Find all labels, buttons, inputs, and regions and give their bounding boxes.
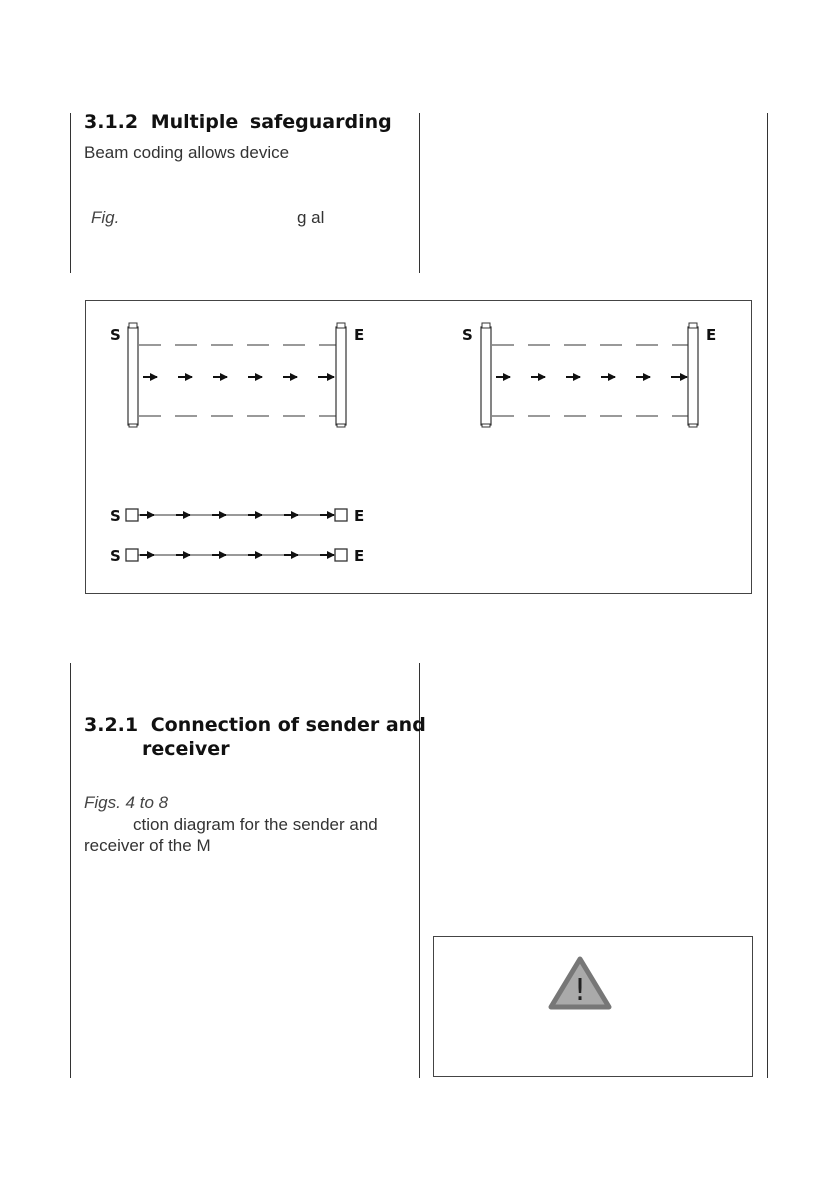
receiver-label: E (354, 547, 365, 565)
sender-column-cap-bottom (129, 424, 137, 427)
section-heading-3-1-2 (84, 111, 392, 133)
figure-reference: Fig. (91, 208, 120, 227)
paragraph-line: Beam coding allows device (84, 143, 290, 162)
paragraph-line: receiver of the M (84, 836, 211, 855)
section-number: 3.1.2 (84, 111, 139, 133)
sender-label: S (462, 326, 473, 344)
light-curtain-pair-right (462, 323, 716, 427)
right-column-rule (767, 113, 768, 1078)
receiver-block (335, 509, 347, 521)
warning-box (433, 936, 753, 1077)
section-heading-3-2-1 (84, 714, 426, 736)
warning-triangle-icon (434, 937, 754, 1078)
section-number: 3.2.1 (84, 714, 139, 736)
receiver-block (335, 549, 347, 561)
receiver-column (336, 327, 346, 425)
figures-reference: Figs. 4 to 8 (84, 793, 169, 812)
sender-label: S (110, 547, 121, 565)
section-title: Multiple safeguarding (150, 111, 392, 133)
section-title-line-1: Connection of sender and (150, 714, 426, 736)
light-curtain-pair-left (110, 323, 364, 427)
receiver-label: E (354, 507, 365, 525)
sender-label: S (110, 507, 121, 525)
single-beam-row-2 (110, 547, 364, 565)
safeguarding-diagram (86, 301, 753, 595)
receiver-column-cap-top (337, 323, 345, 328)
sender-column-cap-top (482, 323, 490, 328)
sender-column (128, 327, 138, 425)
left-column-rule-bottom (70, 663, 71, 1078)
left-column-rule-top (70, 113, 71, 273)
middle-column-rule-top (419, 113, 420, 273)
receiver-label: E (354, 326, 365, 344)
receiver-label: E (706, 326, 717, 344)
sender-block (126, 549, 138, 561)
sender-column-cap-top (129, 323, 137, 328)
section-title-line-2: receiver (142, 738, 230, 760)
receiver-column-cap-top (689, 323, 697, 328)
safeguarding-figure (85, 300, 752, 594)
receiver-column-cap-bottom (337, 424, 345, 427)
single-beam-row-1 (110, 507, 364, 525)
paragraph-line: ction diagram for the sender and (133, 815, 378, 834)
receiver-column-cap-bottom (689, 424, 697, 427)
sender-column (481, 327, 491, 425)
sender-column-cap-bottom (482, 424, 490, 427)
warning-exclamation: ! (573, 973, 587, 1008)
sender-block (126, 509, 138, 521)
paragraph-fragment: g al (297, 208, 325, 227)
sender-label: S (110, 326, 121, 344)
receiver-column (688, 327, 698, 425)
